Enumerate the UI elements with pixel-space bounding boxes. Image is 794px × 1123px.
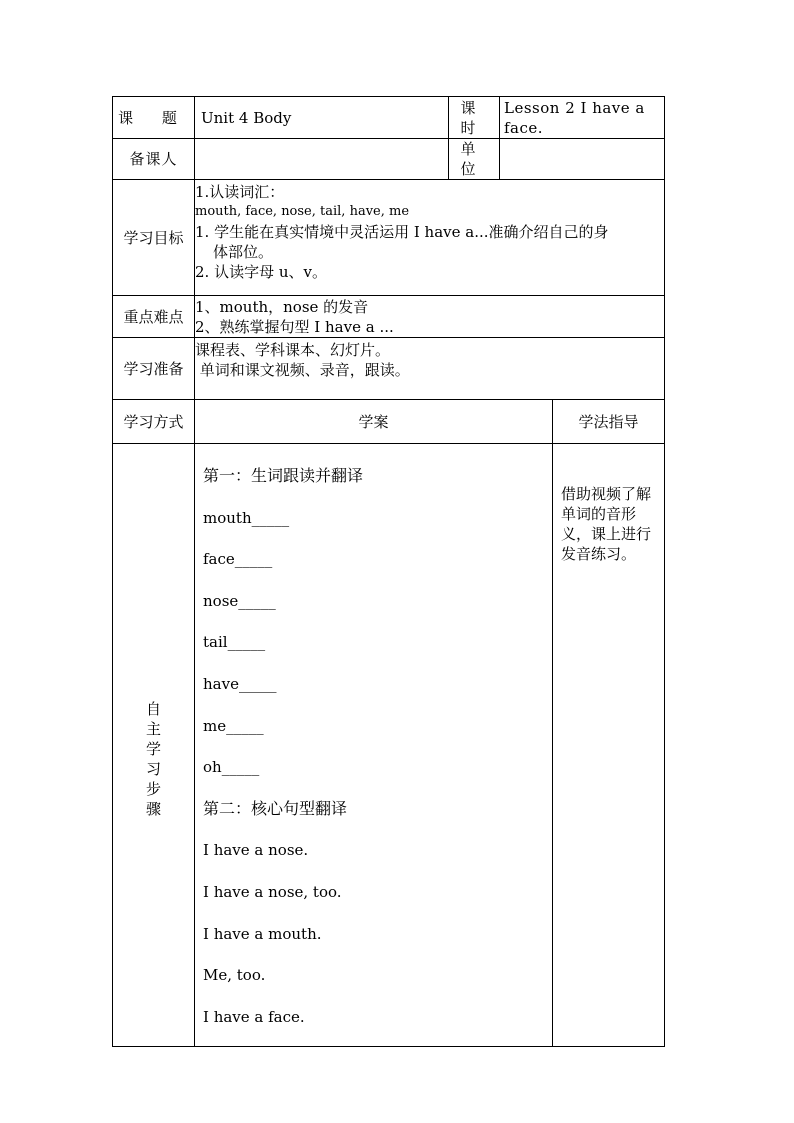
goals-row <box>113 180 665 296</box>
sentence-item: Me, too. <box>203 966 266 985</box>
goals-line: 1.认读词汇： <box>195 183 285 201</box>
goals-line: 1. 学生能在真实情境中灵活运用 I have a...准确介绍自己的身 <box>195 223 609 241</box>
keypoints-row <box>113 296 665 338</box>
word-item: nose_____ <box>203 591 276 610</box>
word-item: face_____ <box>203 550 273 569</box>
method-char: 骤 <box>145 800 161 819</box>
unit-label: 单 位 <box>449 139 500 180</box>
method-char: 自 <box>145 700 161 719</box>
study-steps-row <box>113 444 665 1047</box>
sentence-item: I have a nose. <box>203 841 309 860</box>
goals-line: 2. 认读字母 u、v。 <box>195 263 327 281</box>
method-char: 学 <box>145 740 161 759</box>
preparation-content <box>195 338 665 400</box>
preparation-line: 单词和课文视频、录音，跟读。 <box>195 361 410 379</box>
lesson-plan-table <box>112 96 665 1047</box>
topic-value: Unit 4 Body <box>195 97 449 139</box>
preparation-label: 学习准备 <box>113 338 195 400</box>
topic-label: 课 题 <box>113 97 195 139</box>
lesson-value: Lesson 2 I have a face. <box>500 97 665 139</box>
preparation-line: 课程表、学科课本、幻灯片。 <box>195 341 391 359</box>
plan-content <box>195 444 553 1047</box>
lesson-label: 课 时 <box>449 97 500 139</box>
keypoints-content <box>195 296 665 338</box>
word-item: have_____ <box>203 674 277 693</box>
plan-column-header: 学案 <box>195 400 553 444</box>
unit-value <box>500 139 665 180</box>
method-char: 习 <box>145 760 161 779</box>
word-item: mouth_____ <box>203 508 290 527</box>
topic-row <box>113 97 665 139</box>
keypoints-line: 2、熟练掌握句型 I have a ... <box>195 317 394 336</box>
column-header-row <box>113 400 665 444</box>
keypoints-line: 1、mouth，nose 的发音 <box>195 297 369 316</box>
section1-title: 第一：生词跟读并翻译 <box>203 466 364 485</box>
method-char: 主 <box>145 720 161 739</box>
goals-line: 体部位。 <box>213 243 274 261</box>
guide-content: 借助视频了解单词的音形义，课上进行发音练习。 <box>553 444 665 1047</box>
goals-label: 学习目标 <box>113 180 195 296</box>
preparer-value <box>195 139 449 180</box>
section2-title: 第二：核心句型翻译 <box>203 798 348 818</box>
word-item: oh_____ <box>203 758 260 777</box>
keypoints-label: 重点难点 <box>113 296 195 338</box>
word-item: tail_____ <box>203 633 266 652</box>
sentence-item: I have a nose, too. <box>203 882 342 901</box>
method-vertical-label <box>113 444 195 1047</box>
goals-content <box>195 180 665 296</box>
goals-line: mouth, face, nose, tail, have, me <box>195 204 410 219</box>
preparation-row <box>113 338 665 400</box>
sentence-item: I have a face. <box>203 1007 305 1026</box>
word-item: me_____ <box>203 716 264 735</box>
method-column-header: 学习方式 <box>113 400 195 444</box>
preparer-row <box>113 139 665 180</box>
method-char: 步 <box>145 780 161 799</box>
sentence-item: I have a mouth. <box>203 924 322 943</box>
preparer-label: 备课人 <box>113 139 195 180</box>
guide-column-header: 学法指导 <box>553 400 665 444</box>
